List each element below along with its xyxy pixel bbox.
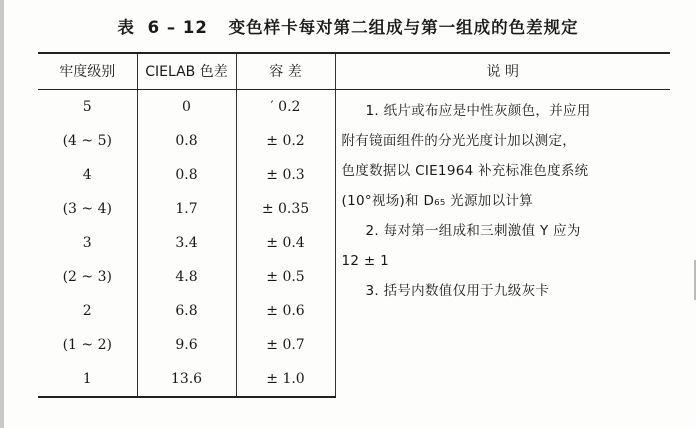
tolerance-cell: ± 1.0: [236, 362, 335, 397]
scan-edge-shadow: [0, 0, 4, 428]
tolerance-cell: ± 0.35: [236, 192, 335, 226]
tolerance-cell: ± 0.2: [236, 124, 335, 158]
difference-cell: 6.8: [137, 294, 236, 328]
header-notes: 说 明: [335, 53, 670, 89]
note-line: 2. 每对第一组成和三刺激值 Y 应为: [365, 222, 581, 239]
grade-cell: (3 ~ 4): [38, 192, 137, 226]
note-line: 色度数据以 CIE1964 补充标准色度系统: [341, 162, 589, 179]
difference-cell: 0.8: [137, 124, 236, 158]
tolerance-cell: ± 0.4: [236, 226, 335, 260]
note-line: 1. 纸片或布应是中性灰颜色，并应用: [365, 102, 591, 119]
tolerance-cell: ± 0.3: [236, 158, 335, 192]
table-row: [38, 89, 670, 124]
difference-cell: 1.7: [137, 192, 236, 226]
tolerance-cell: ± 0.7: [236, 328, 335, 362]
grade-cell: (2 ~ 3): [38, 260, 137, 294]
difference-cell: 13.6: [137, 362, 236, 397]
note-line: 12 ± 1: [341, 252, 389, 269]
tolerance-cell: ± 0.6: [236, 294, 335, 328]
note-line: 3. 括号内数值仅用于九级灰卡: [365, 282, 550, 299]
header-fastness-grade: 牢度级别: [38, 53, 137, 89]
table-number: 6 – 12: [147, 18, 208, 37]
table-title-text: 变色样卡每对第二组成与第一组成的色差规定: [228, 18, 579, 37]
difference-cell: 3.4: [137, 226, 236, 260]
table-title: [0, 14, 696, 38]
header-cielab-difference: CIELAB 色差: [137, 53, 236, 89]
grade-cell: 5: [38, 89, 137, 124]
difference-cell: 9.6: [137, 328, 236, 362]
color-difference-table: [38, 52, 670, 398]
grade-cell: (1 ~ 2): [38, 328, 137, 362]
grade-cell: 4: [38, 158, 137, 192]
difference-cell: 0: [137, 89, 236, 124]
grade-cell: (4 ~ 5): [38, 124, 137, 158]
grade-cell: 3: [38, 226, 137, 260]
grade-cell: 1: [38, 362, 137, 397]
grade-cell: 2: [38, 294, 137, 328]
note-line: 附有镜面组件的分光光度计加以测定，: [341, 132, 577, 149]
note-line: (10°视场)和 D₆₅ 光源加以计算: [341, 192, 533, 209]
difference-cell: 4.8: [137, 260, 236, 294]
tolerance-cell: ′ 0.2: [236, 89, 335, 124]
tolerance-cell: ± 0.5: [236, 260, 335, 294]
notes-cell: [335, 89, 670, 397]
difference-cell: 0.8: [137, 158, 236, 192]
header-tolerance: 容 差: [236, 53, 335, 89]
table-header-row: [38, 53, 670, 89]
table-title-prefix: 表: [117, 18, 135, 37]
